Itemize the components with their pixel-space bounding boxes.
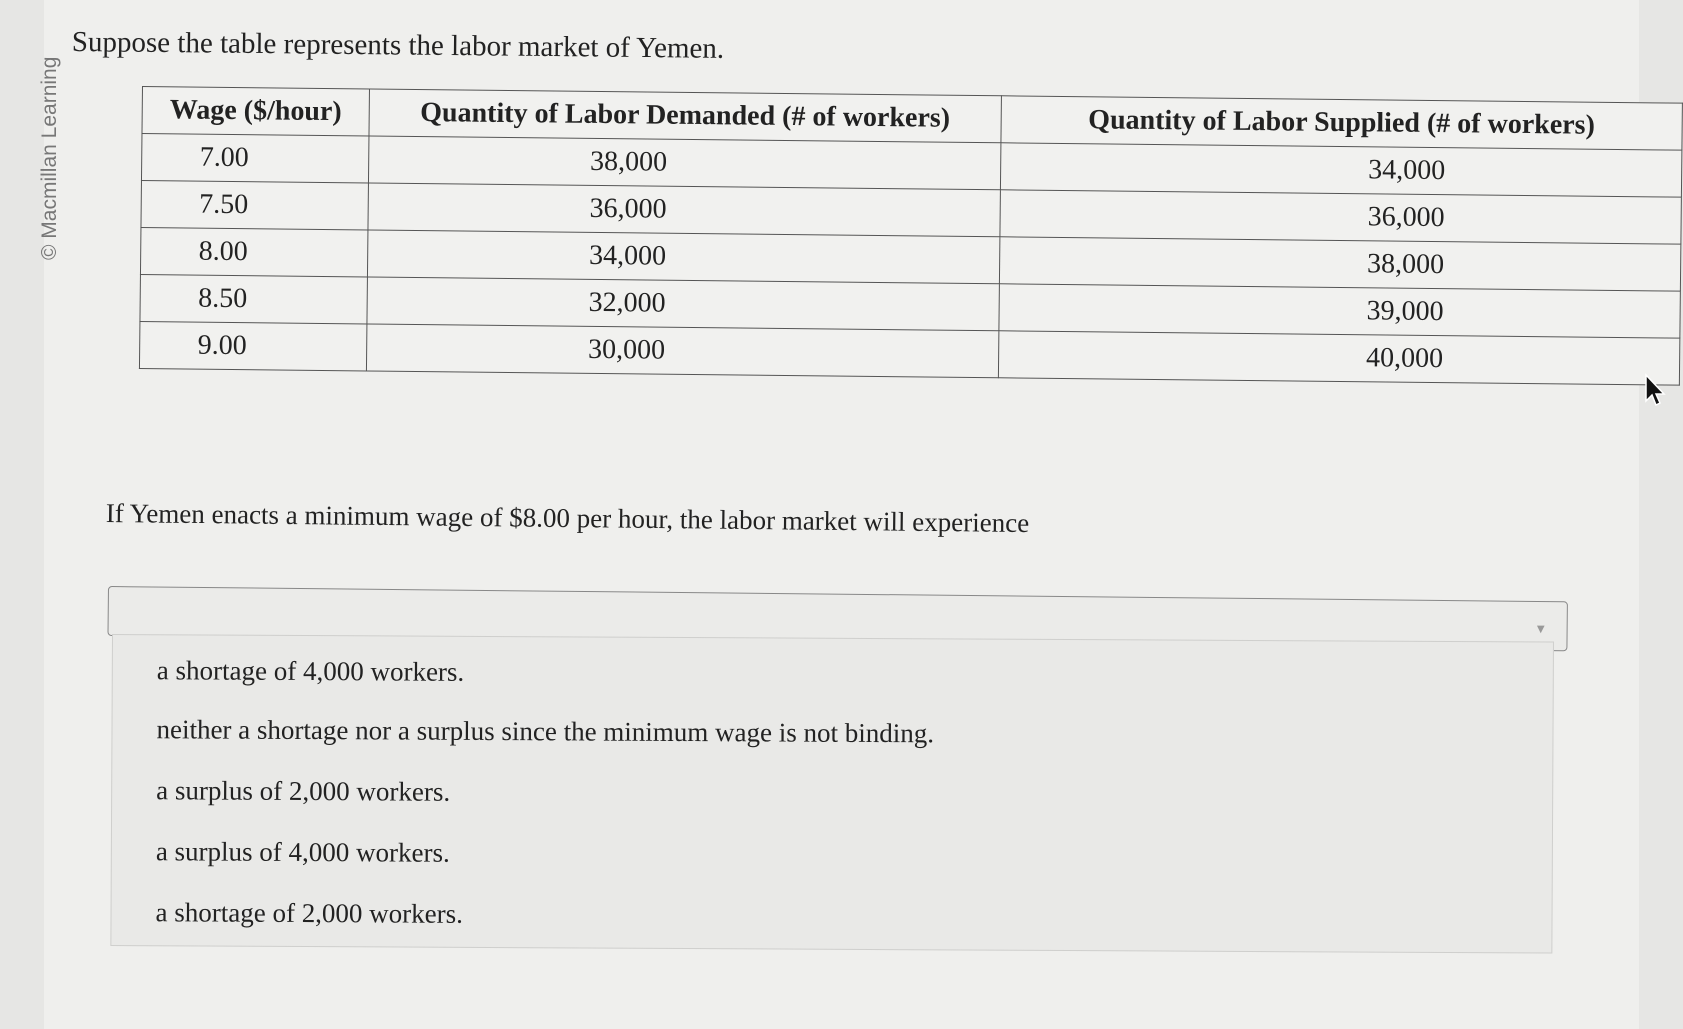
option-shortage-4000[interactable]: a shortage of 4,000 workers. (156, 655, 465, 687)
option-surplus-4000[interactable]: a surplus of 4,000 workers. (155, 836, 450, 868)
option-surplus-2000[interactable]: a surplus of 2,000 workers. (156, 775, 451, 807)
option-shortage-2000[interactable]: a shortage of 2,000 workers. (155, 897, 464, 929)
cell-demanded: 30,000 (367, 324, 999, 378)
cell-wage: 7.50 (141, 180, 369, 229)
cell-wage: 7.00 (141, 134, 369, 183)
intro-text: Suppose the table represents the labor market of Yemen. (71, 26, 725, 65)
cell-wage: 8.00 (140, 227, 368, 276)
cell-supplied: 40,000 (998, 331, 1680, 385)
header-quantity-demanded: Quantity of Labor Demanded (# of workers) (369, 89, 1001, 143)
cell-supplied: 34,000 (1000, 143, 1682, 197)
dropdown-options-list (110, 634, 1554, 954)
cell-demanded: 32,000 (367, 277, 999, 331)
cell-demanded: 34,000 (368, 230, 1000, 284)
cell-wage: 9.00 (139, 321, 367, 370)
cell-supplied: 38,000 (999, 237, 1681, 291)
header-wage: Wage ($/hour) (142, 87, 370, 136)
cell-demanded: 36,000 (368, 183, 1000, 237)
cell-supplied: 36,000 (1000, 190, 1682, 244)
mouse-pointer-icon (1642, 373, 1666, 409)
cell-supplied: 39,000 (999, 284, 1681, 338)
chevron-down-icon: ▼ (1536, 623, 1545, 636)
cell-wage: 8.50 (140, 274, 368, 323)
option-not-binding[interactable]: neither a shortage nor a surplus since the minimum wage is not binding. (156, 714, 935, 749)
copyright-credit: © Macmillan Learning (38, 56, 61, 260)
header-quantity-supplied: Quantity of Labor Supplied (# of workers) (1001, 96, 1683, 150)
cell-demanded: 38,000 (369, 136, 1001, 190)
question-text: If Yemen enacts a minimum wage of $8.00 per hour, the labor market will experience (105, 498, 1030, 538)
labor-market-table (139, 86, 1683, 386)
